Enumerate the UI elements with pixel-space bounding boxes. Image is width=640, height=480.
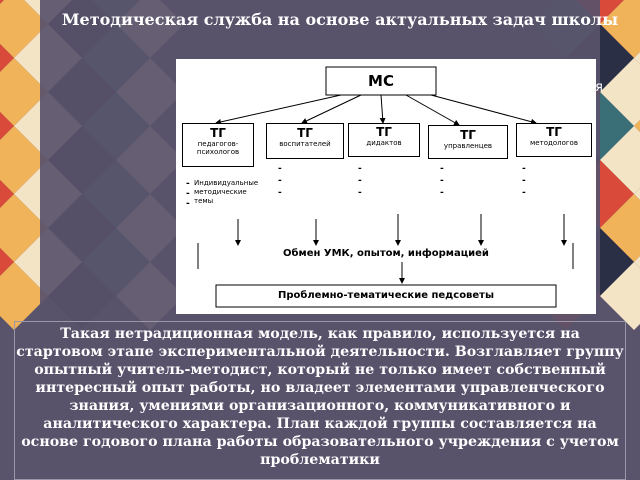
group-box-educators (266, 123, 344, 159)
group-name: управленцев (443, 142, 493, 150)
group-name: методологов (530, 139, 578, 147)
group-abbr: ТГ (546, 125, 562, 139)
dash-marks: - - - (358, 164, 362, 198)
dash-marks: - - - (522, 164, 526, 198)
dash-marks: - - - (440, 164, 444, 198)
first-group-notes: Индивидуальные методические темы (194, 179, 259, 205)
ms-label: МС (368, 72, 394, 90)
dash-marks: - - - (186, 179, 190, 209)
councils-bar: Проблемно-тематические педсоветы (277, 290, 495, 301)
exchange-bar: Обмен УМК, опытом, информацией (283, 248, 489, 259)
legend (525, 64, 605, 112)
group-name: воспитателей (279, 140, 331, 148)
description-text: Такая нетрадиционная модель, как правило, используется на стартовом этапе экспериментальной деятельности. Возглавляет группу опытный учитель-методист, который не только имеет собственный интересный опыт работы, но владеет элементами управленческого знания, умениями организационного, коммуникативного и аналитического характера. План каждой группы составляется на основе годового плана работы образовательного учреждения с учетом проблематики (14, 321, 626, 480)
group-name: дидактов (366, 139, 402, 147)
group-abbr: ТГ (297, 126, 313, 140)
legend-dash: — (546, 64, 560, 79)
group-box-didactics (348, 123, 420, 157)
group-abbr: ТГ (376, 125, 392, 139)
legend-abbr: ТГ (525, 64, 543, 79)
group-abbr: ТГ (460, 128, 476, 142)
group-box-psychologists (182, 123, 254, 167)
group-abbr: ТГ (210, 126, 226, 140)
group-box-methodologists (516, 123, 592, 157)
group-box-managers (428, 125, 508, 159)
legend-text: творческая группа (525, 80, 603, 111)
group-name: педагогов-психологов (196, 140, 240, 156)
dash-marks: - - - (278, 164, 282, 198)
slide-title: Методическая служба на основе актуальных задач школы (61, 10, 619, 29)
